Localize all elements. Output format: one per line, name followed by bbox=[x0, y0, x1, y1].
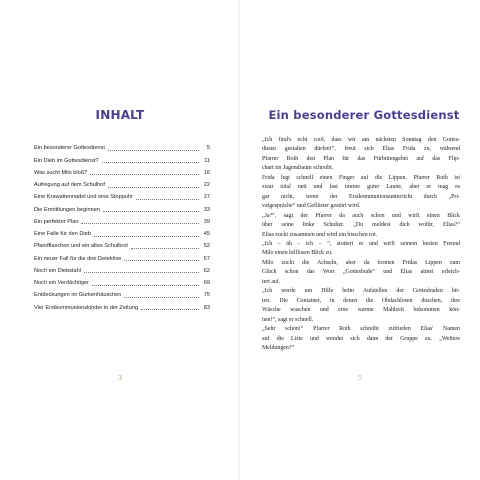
toc-entry-title: Eine Falle für den Dieb bbox=[34, 231, 91, 237]
toc-entry-page: 52 bbox=[203, 243, 210, 250]
toc-dot-leader bbox=[124, 297, 199, 298]
body-text-line: Milo zuckt die Achseln, aber da formen Fridas Lippen zum bbox=[262, 259, 460, 266]
toc-entry-page: 27 bbox=[203, 194, 210, 201]
body-text-line: „Sehr schön!“ Pfarrer Roth schreibt zufrieden Elias' Namen bbox=[262, 326, 460, 333]
toc-dot-leader bbox=[108, 187, 199, 188]
toc-entry bbox=[34, 177, 210, 189]
body-text-line: Glück schon das Wort „Gottesbude“ und Elias atmet erleich- bbox=[262, 269, 460, 276]
body-text-line: nen!“, sagt er schnell. bbox=[262, 316, 314, 323]
toc-entry-title: Noch ein Diebstahl bbox=[34, 267, 81, 274]
toc-entry-title: Ein besonderer Gottesdienst bbox=[34, 145, 105, 152]
toc-entry-title: Pfandflaschen und ein altes Schulbrot bbox=[34, 243, 128, 250]
body-text-line: Frida legt schnell einen Finger auf die Lippen. Pfarrer Roth ist bbox=[262, 174, 460, 181]
toc-entry-title: Aufregung auf dem Schulhof bbox=[34, 182, 105, 188]
toc-entry bbox=[34, 201, 210, 213]
toc-entry-title: Ein perfekter Plan bbox=[34, 218, 79, 225]
toc-entry bbox=[34, 152, 210, 164]
body-text-line: dienst gestalten dürfen!“, freut sich Elias Frida zu, während bbox=[262, 146, 460, 153]
toc-entry bbox=[34, 275, 210, 287]
toc-entry-page: 5 bbox=[206, 145, 210, 152]
toc-dot-leader bbox=[90, 174, 199, 175]
body-text-line: „Ich – äh – ich – “, stottert er und wirft seinem besten Freund bbox=[262, 240, 460, 247]
toc-entry-page: 62 bbox=[203, 267, 210, 274]
body-text-line: zwar total nett und fast immer guter Laune, aber er mag es bbox=[262, 184, 460, 191]
body-text-line: Elias zuckt zusammen und wird ein bisschen rot. bbox=[262, 231, 378, 238]
toc-entry bbox=[34, 189, 210, 201]
table-of-contents bbox=[34, 140, 210, 312]
toc-dot-leader bbox=[102, 162, 199, 163]
toc-entry bbox=[34, 214, 210, 226]
toc-heading: INHALT bbox=[95, 108, 145, 122]
page-number-left: 3 bbox=[117, 374, 123, 382]
page-number-right: 5 bbox=[357, 374, 363, 382]
toc-dot-leader bbox=[92, 285, 199, 286]
body-text-line: ten. Die Container, in denen die Obdachlosen duschen, ihre bbox=[262, 297, 460, 304]
toc-dot-leader bbox=[108, 150, 199, 151]
chapter-heading: Ein besonderer Gottesdienst bbox=[268, 108, 460, 122]
toc-dot-leader bbox=[141, 309, 199, 310]
body-text-line: über seine linke Schulter. „Du meldest dich wofür, Elias?“ bbox=[262, 222, 460, 229]
toc-dot-leader bbox=[124, 260, 199, 261]
toc-entry-title: Entdeckungen im Gurkenhäuschen bbox=[34, 292, 122, 299]
toc-entry-page: 57 bbox=[203, 255, 210, 262]
body-text-line: Milo einen hilflosen Blick zu. bbox=[262, 250, 333, 257]
toc-entry bbox=[34, 263, 210, 275]
toc-entry-title: Was sucht Milo bloß? bbox=[34, 169, 88, 176]
toc-entry bbox=[34, 238, 210, 250]
toc-entry bbox=[34, 287, 210, 299]
toc-entry-page: 45 bbox=[203, 231, 210, 237]
body-text-line: chart im Jugendraum schreibt. bbox=[262, 165, 334, 172]
toc-entry-title: Ein Dieb im Gottesdienst? bbox=[34, 157, 99, 164]
toc-entry-page: 11 bbox=[204, 157, 210, 164]
toc-dot-leader bbox=[103, 211, 199, 212]
body-text-line: „Ja?“, sagt der Pfarrer da auch schon und wirft einen Blick bbox=[262, 212, 460, 219]
toc-dot-leader bbox=[131, 248, 199, 249]
body-text-line: tert auf. bbox=[262, 278, 281, 285]
toc-entry bbox=[34, 226, 210, 238]
toc-dot-leader bbox=[84, 272, 199, 273]
toc-entry-page: 22 bbox=[203, 182, 210, 188]
body-text-line: „Ich find's echt cool, dass wir am nächsten Sonntag den Gottes- bbox=[262, 137, 460, 143]
toc-entry-title: Vier Erstkommunionskinder in der Zeitung bbox=[34, 304, 139, 311]
toc-entry-title: Ein neuer Fall für die drei Detektive bbox=[34, 255, 122, 262]
toc-dot-leader bbox=[81, 223, 199, 224]
toc-dot-leader bbox=[136, 199, 199, 200]
body-text-line: vatgespräche“ und Geflüster gestört wird. bbox=[262, 203, 361, 210]
body-text-line: gar nicht, wenn der Erstkommunionsunterricht durch „Pri- bbox=[262, 193, 460, 200]
toc-entry-title: Eine Krawattennadel und eine Stoppuhr bbox=[34, 194, 133, 201]
body-text-line: Meldungen?“ bbox=[262, 344, 295, 351]
toc-entry-page: 33 bbox=[203, 206, 210, 213]
toc-entry-page: 83 bbox=[203, 304, 210, 311]
right-page bbox=[240, 0, 480, 480]
toc-entry bbox=[34, 299, 210, 311]
toc-entry bbox=[34, 250, 210, 262]
toc-entry-title: Die Ermittlungen beginnen bbox=[34, 206, 100, 213]
toc-entry-page: 69 bbox=[203, 280, 210, 286]
toc-entry-page: 75 bbox=[203, 292, 210, 299]
body-text-line: Wäsche waschen und eine warme Mahlzeit bekommen kön- bbox=[262, 307, 460, 314]
toc-entry-page: 39 bbox=[203, 218, 210, 225]
body-text-line: „Ich werde um Hilfe beim Aufstellen der Gottesbuden bit- bbox=[262, 288, 460, 295]
toc-entry-page: 16 bbox=[203, 169, 210, 176]
toc-entry bbox=[34, 140, 210, 152]
body-text-line: Pfarrer Roth den Plan für das Fürbittengebet auf das Flip- bbox=[262, 155, 460, 162]
toc-entry bbox=[34, 165, 210, 177]
body-text-line: auf die Liste und wendet sich dann der Gruppe zu. „Weitere bbox=[262, 335, 460, 342]
toc-dot-leader bbox=[94, 236, 199, 237]
toc-entry-title: Noch ein Verdächtiger bbox=[34, 280, 90, 286]
chapter-body-text bbox=[262, 136, 460, 353]
